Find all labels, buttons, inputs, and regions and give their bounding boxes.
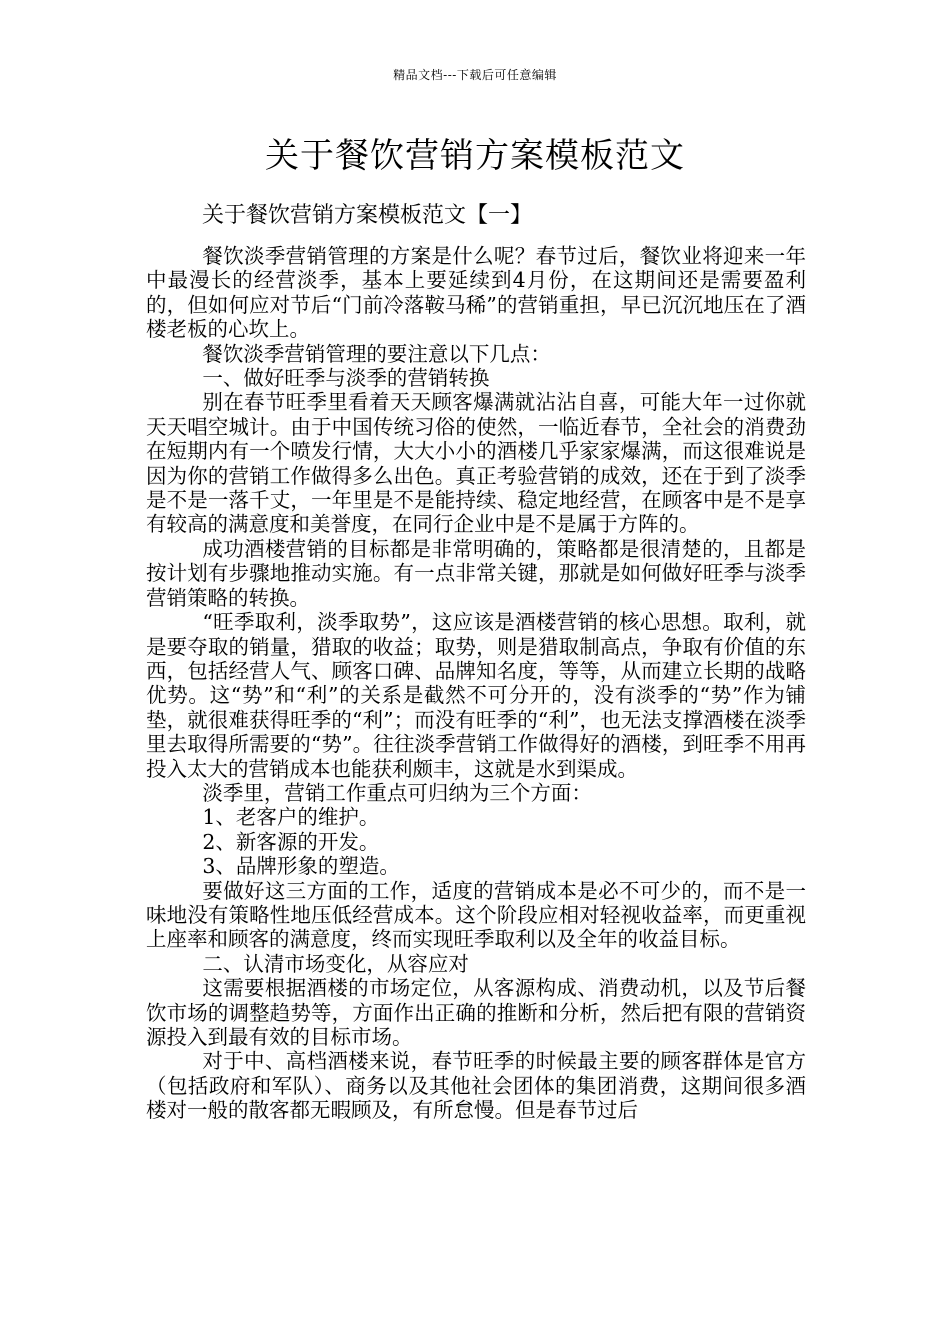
header-note: 精品文档---下载后可任意编辑 — [393, 68, 557, 82]
paragraph: 对于中、高档酒楼来说，春节旺季的时候最主要的顾客群体是官方（包括政府和军队）、商务以及其他社会团体的集团消费，这期间很多酒楼对一般的散客都无暇顾及，有所怠慢。但是春节过后 — [146, 1049, 806, 1123]
section-subtitle: 关于餐饮营销方案模板范文【一】 — [202, 203, 533, 228]
section-heading: 一、做好旺季与淡季的营销转换 — [202, 366, 490, 391]
paragraph: 这需要根据酒楼的市场定位，从客源构成、消费动机，以及节后餐饮市场的调整趋势等，方面作出正确的推断和分析，然后把有限的营销资源投入到最有效的目标市场。 — [146, 976, 806, 1049]
section-heading: 二、认清市场变化，从容应对 — [202, 951, 469, 976]
list-item: 3、品牌形象的塑造。 — [202, 854, 400, 879]
list-item: 2、新客源的开发。 — [202, 829, 380, 854]
paragraph: 餐饮淡季营销管理的方案是什么呢？春节过后，餐饮业将迎来一年中最漫长的经营淡季，基本上要延续到4月份，在这期间还是需要盈利的，但如何应对节后“门前冷落鞍马稀”的营销重担，早已沉沉地压在了酒楼老板的心坎上。 — [146, 244, 806, 342]
paragraph: 要做好这三方面的工作，适度的营销成本是必不可少的，而不是一味地没有策略性地压低经营成本。这个阶段应相对轻视收益率，而更重视上座率和顾客的满意度，终而实现旺季取利以及全年的收益目标。 — [146, 878, 806, 952]
paragraph: “旺季取利，淡季取势”，这应该是酒楼营销的核心思想。取利，就是要夺取的销量，猎取的收益；取势，则是猎取制高点，争取有价值的东西，包括经营人气、顾客口碑、品牌知名度，等等，从而建立长期的战略优势。这“势”和“利”的关系是截然不可分开的，没有淡季的“势”作为铺垫，就很难获得旺季的“利”；而没有旺季的“利”，也无法支撑酒楼在淡季里去取得所需要的“势”。往往淡季营销工作做得好的酒楼，到旺季不用再投入太大的营销成本也能获利颇丰，这就是水到渠成。 — [146, 610, 806, 781]
body-text — [146, 244, 806, 1123]
paragraph: 餐饮淡季营销管理的要注意以下几点： — [202, 341, 551, 366]
paragraph: 别在春节旺季里看着天天顾客爆满就沾沾自喜，可能大年一过你就天天唱空城计。由于中国传统习俗的使然，一临近春节，全社会的消费劲在短期内有一个喷发行情，大大小小的酒楼几乎家家爆满，而这很难说是因为你的营销工作做得多么出色。真正考验营销的成效，还在于到了淡季是不是一落千丈，一年里是不是能持续、稳定地经营，在顾客中是不是享有较高的满意度和美誉度，在同行企业中是不是属于方阵的。 — [146, 390, 806, 537]
list-item: 1、老客户的维护。 — [202, 805, 380, 830]
paragraph: 淡季里，营销工作重点可归纳为三个方面： — [202, 780, 592, 805]
document-title: 关于餐饮营销方案模板范文 — [265, 136, 685, 176]
paragraph: 成功酒楼营销的目标都是非常明确的，策略都是很清楚的，且都是按计划有步骤地推动实施。有一点非常关键，那就是如何做好旺季与淡季营销策略的转换。 — [146, 536, 806, 610]
